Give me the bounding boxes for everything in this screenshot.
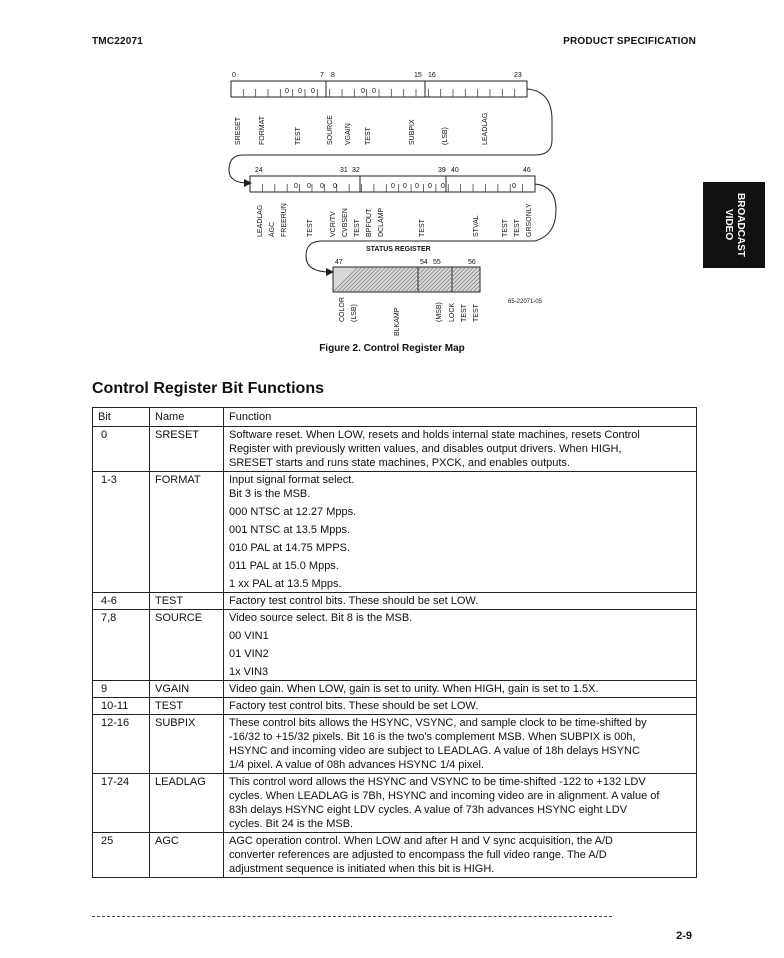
row2-tick-24: 24 [255, 167, 263, 174]
figure-caption: Figure 2. Control Register Map [319, 343, 465, 354]
row2-label-test3: TEST [419, 219, 426, 237]
cell-name: TEST [150, 698, 224, 715]
row1-zero: 0 [285, 88, 289, 95]
row2-label-test: TEST [307, 219, 314, 237]
column-header-name: Name [150, 408, 224, 427]
function-line: Factory test control bits. These should be set LOW. [229, 595, 479, 607]
bit-functions-table [92, 407, 697, 878]
page-number: 2-9 [676, 930, 692, 942]
cell-function [224, 681, 697, 698]
row1-tick-16: 16 [428, 72, 436, 79]
row2-label-dclamp: DCLAMP [378, 207, 385, 237]
function-line: Bit 3 is the MSB. [229, 488, 311, 500]
row2-label-test4: TEST [502, 219, 509, 237]
status-tick-47: 47 [335, 259, 343, 266]
status-label-msb: (MSB) [436, 302, 443, 322]
status-label-test: TEST [461, 304, 468, 322]
status-tick-54: 54 [420, 259, 428, 266]
function-line: cycles. Bit 24 is the MSB. [229, 818, 354, 830]
continuation-rule [92, 916, 612, 917]
row2-label-leadlag: LEADLAG [257, 204, 264, 237]
table-row [93, 715, 697, 774]
function-line: 00 VIN1 [229, 630, 269, 642]
table-body [93, 427, 697, 878]
cell-function [224, 472, 697, 593]
function-line: AGC operation control. When LOW and after H and V sync acquisition, the A/D [229, 835, 613, 847]
cell-bit: 25 [93, 833, 150, 878]
status-label-color: COLOR [339, 297, 346, 322]
row2-zero: 0 [428, 183, 432, 190]
figure-code: 65-22071-05 [508, 299, 543, 305]
function-line: Register with previously written values, and disables output drivers. When HIGH, [229, 443, 622, 455]
row1-label-test2: TEST [365, 127, 372, 145]
row1-label-leadlag: LEADLAG [482, 112, 489, 145]
cell-name: SUBPIX [150, 715, 224, 774]
row1-label-source: SOURCE [327, 115, 334, 145]
status-tick-56: 56 [468, 259, 476, 266]
row1-label-sreset: SRESET [235, 116, 242, 145]
row2-label-test2: TEST [354, 219, 361, 237]
row2-zero: 0 [415, 183, 419, 190]
cell-bit: 12-16 [93, 715, 150, 774]
table-row [93, 833, 697, 878]
connector-row1-row2 [229, 89, 552, 183]
cell-bit: 1-3 [93, 472, 150, 593]
row2-label-agc: AGC [269, 221, 276, 237]
cell-function [224, 427, 697, 472]
function-line: Input signal format select. [229, 474, 355, 486]
function-line: HSYNC and incoming video are subject to LEADLAG. A value of 18h delays HSYNC [229, 745, 640, 757]
function-line: SRESET starts and runs state machines, PXCK, and enables outputs. [229, 457, 570, 469]
row2-label-freerun: FREERUN [281, 203, 288, 237]
cell-bit: 10-11 [93, 698, 150, 715]
row2-zero: 0 [391, 183, 395, 190]
cell-bit: 17-24 [93, 774, 150, 833]
function-line: Software reset. When LOW, resets and holds internal state machines, resets Control [229, 429, 640, 441]
control-register-map [0, 60, 784, 340]
row1-tick-0: 0 [232, 72, 236, 79]
table-row [93, 774, 697, 833]
function-line: 011 PAL at 15.0 Mpps. [229, 560, 339, 572]
cell-function [224, 610, 697, 681]
row1-label-vgain: VGAIN [345, 123, 352, 145]
table-header-row [93, 408, 697, 427]
row1-tick-8: 8 [331, 72, 335, 79]
row2-label-bpfout: BPFOUT [366, 208, 373, 237]
row1-label-subpix: SUBPIX [409, 119, 416, 145]
function-line: 000 NTSC at 12.27 Mpps. [229, 506, 357, 518]
function-line: This control word allows the HSYNC and VSYNC to be time-shifted -122 to +132 LDV [229, 776, 646, 788]
function-line: These control bits allows the HSYNC, VSYNC, and sample clock to be time-shifted by [229, 717, 647, 729]
cell-name: FORMAT [150, 472, 224, 593]
status-label-lock: LOCK [449, 302, 456, 322]
row2-label-stval: STVAL [473, 215, 480, 237]
function-line: -16/32 to +15/32 pixels. Bit 16 is the two's complement MSB. When SUBPIX is 00h, [229, 731, 636, 743]
cell-function [224, 774, 697, 833]
column-header-function: Function [224, 408, 697, 427]
function-line: Factory test control bits. These should be set LOW. [229, 700, 479, 712]
table-row [93, 681, 697, 698]
row2-zero: 0 [320, 183, 324, 190]
row1-label-lsb: (LSB) [442, 127, 449, 145]
cell-name: SRESET [150, 427, 224, 472]
cell-function [224, 698, 697, 715]
table-row [93, 427, 697, 472]
cell-bit: 4-6 [93, 593, 150, 610]
row2-zero: 0 [333, 183, 337, 190]
function-line: Video source select. Bit 8 is the MSB. [229, 612, 413, 624]
cell-name: TEST [150, 593, 224, 610]
header-doc-type: PRODUCT SPECIFICATION [563, 36, 696, 47]
row2-label-cvbsen: CVBSEN [342, 208, 349, 237]
row2-zero: 0 [441, 183, 445, 190]
function-line: 1/4 pixel. A value of 08h advances HSYNC 1/4 pixel. [229, 759, 484, 771]
row1-zero: 0 [361, 88, 365, 95]
row1-tick-23: 23 [514, 72, 522, 79]
cell-function [224, 833, 697, 878]
row2-label-test5: TEST [514, 219, 521, 237]
row1-zero: 0 [298, 88, 302, 95]
table-row [93, 698, 697, 715]
row2-zero: 0 [403, 183, 407, 190]
row2-tick-46: 46 [523, 167, 531, 174]
row2-tick-39: 39 [438, 167, 446, 174]
row2-zero: 0 [294, 183, 298, 190]
row1-zero: 0 [372, 88, 376, 95]
cell-bit: 7,8 [93, 610, 150, 681]
cell-name: AGC [150, 833, 224, 878]
row1-label-format: FORMAT [259, 115, 266, 145]
cell-name: SOURCE [150, 610, 224, 681]
arrowhead-row2 [244, 179, 252, 187]
function-line: 001 NTSC at 13.5 Mpps. [229, 524, 351, 536]
function-line: converter references are adjusted to encompass the full video range. The A/D [229, 849, 607, 861]
row1-tick-7: 7 [320, 72, 324, 79]
function-line: 01 VIN2 [229, 648, 269, 660]
row2-tick-32: 32 [352, 167, 360, 174]
function-line: Video gain. When LOW, gain is set to unity. When HIGH, gain is set to 1.5X. [229, 683, 599, 695]
cell-bit: 9 [93, 681, 150, 698]
function-line: 010 PAL at 14.75 MPPS. [229, 542, 351, 554]
cell-function [224, 715, 697, 774]
row1-label-test: TEST [295, 127, 302, 145]
cell-name: VGAIN [150, 681, 224, 698]
status-register-title: STATUS REGISTER [366, 246, 431, 253]
status-label-lsb: (LSB) [351, 304, 358, 322]
function-line: 1x VIN3 [229, 666, 269, 678]
cell-bit: 0 [93, 427, 150, 472]
status-label-test2: TEST [473, 304, 480, 322]
table-row [93, 472, 697, 593]
row2-label-grsonly: GRSONLY [526, 203, 533, 237]
table-row [93, 593, 697, 610]
side-tab-label: BROADCAST VIDEO [723, 193, 746, 257]
row2-label-vcrtv: VCR/TV [330, 211, 337, 237]
row2-tick-40: 40 [451, 167, 459, 174]
column-header-bit: Bit [93, 408, 150, 427]
status-tick-55: 55 [433, 259, 441, 266]
row1-tick-15: 15 [414, 72, 422, 79]
row2-zero: 0 [307, 183, 311, 190]
row1-zero: 0 [311, 88, 315, 95]
header-part-number: TMC22071 [92, 36, 144, 47]
table-row [93, 610, 697, 681]
function-line: adjustment sequence is initiated when this bit is HIGH. [229, 863, 495, 875]
function-line: cycles. When LEADLAG is 7Bh, HSYNC and incoming video are in alignment. A value of [229, 790, 660, 802]
section-title: Control Register Bit Functions [92, 380, 324, 397]
row2-tick-31: 31 [340, 167, 348, 174]
status-label-blkamp: BLKAMP [394, 307, 401, 336]
function-line: 1 xx PAL at 13.5 Mpps. [229, 578, 342, 590]
function-line: 83h delays HSYNC eight LDV cycles. A value of 73h advances HSYNC eight LDV [229, 804, 628, 816]
cell-function [224, 593, 697, 610]
cell-name: LEADLAG [150, 774, 224, 833]
row2-zero: 0 [512, 183, 516, 190]
